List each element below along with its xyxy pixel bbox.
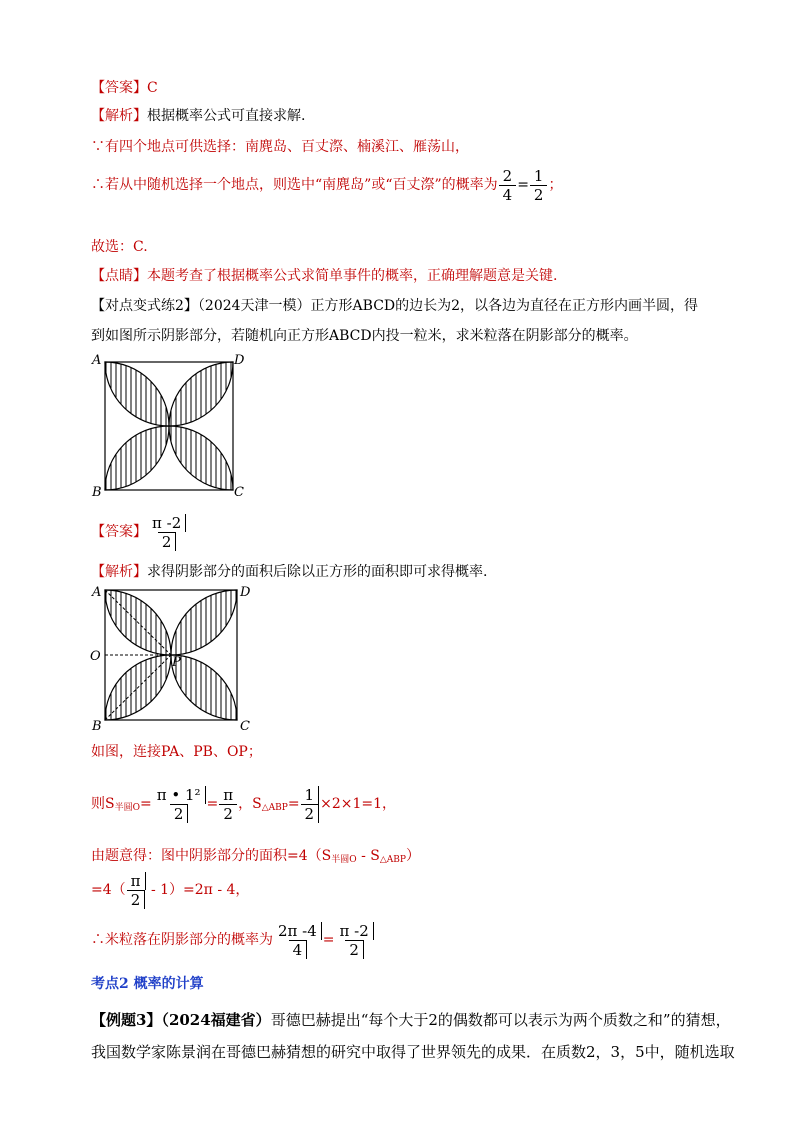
semicircle-area-line: 则$S_{半圆O}=$ $\frac{\text{π • 1²}}{2}$ = $\frac{\pi}{2}$ ，$S_{\triangle ABP}=$ $\frac{1}{2}$ ×2×1=1， [91,785,397,823]
label-a: A [92,353,102,368]
fraction: $\frac{2}{4}$ [499,167,517,204]
analysis-line-1 [91,106,305,126]
fraction: $\frac{\pi -2}{2}$ [148,514,186,551]
fraction: $\frac{\pi}{2}$ [127,872,146,909]
label-d: D [234,353,245,368]
label-c: C [240,719,250,732]
answer-value: C [147,80,158,96]
section-heading: 考点2 概率的计算 [91,976,204,992]
analysis-text: 根据概率公式可直接求解. [147,108,306,124]
figure-square-semicircles [88,350,248,500]
label-c: C [234,485,244,500]
exercise-line-1: 【对点变式练2】（2024天津一模）正方形ABCD的边长为2，以各边为直径在正方形内画半圆，得 [91,298,699,314]
final-line: ∴米粒落在阴影部分的概率为 $\frac{2\pi -4}{4}$ = $\frac{\pi -2}{2}$ [91,918,375,962]
example-line-2: 我国数学家陈景润在哥德巴赫猜想的研究中取得了世界领先的成果．在质数2，3，5中，随机选取 [91,1043,735,1061]
answer-line-2: 【答案】 $\frac{\pi -2}{2}$ [91,512,187,552]
comment-line [91,266,557,286]
answer-line-1 [91,78,158,98]
fraction: $\frac{\pi -2}{2}$ [336,922,374,959]
label-p: P [172,655,181,670]
answer-tag: 【答案】 [91,80,147,96]
label-b: B [92,485,102,500]
comment-tag: 【点睛】 [91,268,147,284]
because-line: ∵有四个地点可供选择：南麂岛、百丈漈、楠溪江、雁荡山， [91,139,469,155]
exercise-line-2: 到如图所示阴影部分，若随机向正方形ABCD内投一粒米，求米粒落在阴影部分的概率。 [91,328,638,344]
fraction: $\frac{2\pi -4}{4}$ [274,922,322,959]
label-o: O [90,649,101,664]
analysis-tag: 【解析】 [91,108,147,124]
label-d: D [240,585,251,600]
fraction: $\frac{\pi}{2}$ [219,786,237,823]
meaning-line: 由题意得：图中阴影部分的面积$=4(S_{半圆O} - S_{\triangle ABP})$ [91,848,420,865]
comment-text: 本题考查了根据概率公式求简单事件的概率，正确理解题意是关键. [147,268,558,284]
label-a: A [92,585,102,600]
therefore-line: ∴若从中随机选择一个地点，则选中“南麂岛”或“百丈漈”的概率为 $\frac{2}{4}$ = $\frac{1}{2}$ ； [91,166,563,204]
connect-line: 如图，连接PA、PB、OP； [91,744,262,760]
choose-line: 故选：C. [91,239,148,255]
example-tag: 【例题3】（2024福建省） [91,1011,271,1029]
equation-line: =4（ $\frac{\pi}{2}$ - 1）=2π - 4， [91,871,250,909]
analysis-line-2: 【解析】求得阴影部分的面积后除以正方形的面积即可求得概率. [91,564,488,580]
fraction: $\frac{1}{2}$ [301,786,320,823]
figure-square-semicircles-annotated [86,582,251,732]
fraction: $\frac{1}{2}$ [530,167,548,204]
fraction: $\frac{\text{π • 1²}}{2}$ [153,786,206,823]
example-line-1: 【例题3】（2024福建省）哥德巴赫提出“每个大于2的偶数都可以表示为两个质数之和”的猜想， [91,1011,731,1029]
label-b: B [92,719,102,732]
